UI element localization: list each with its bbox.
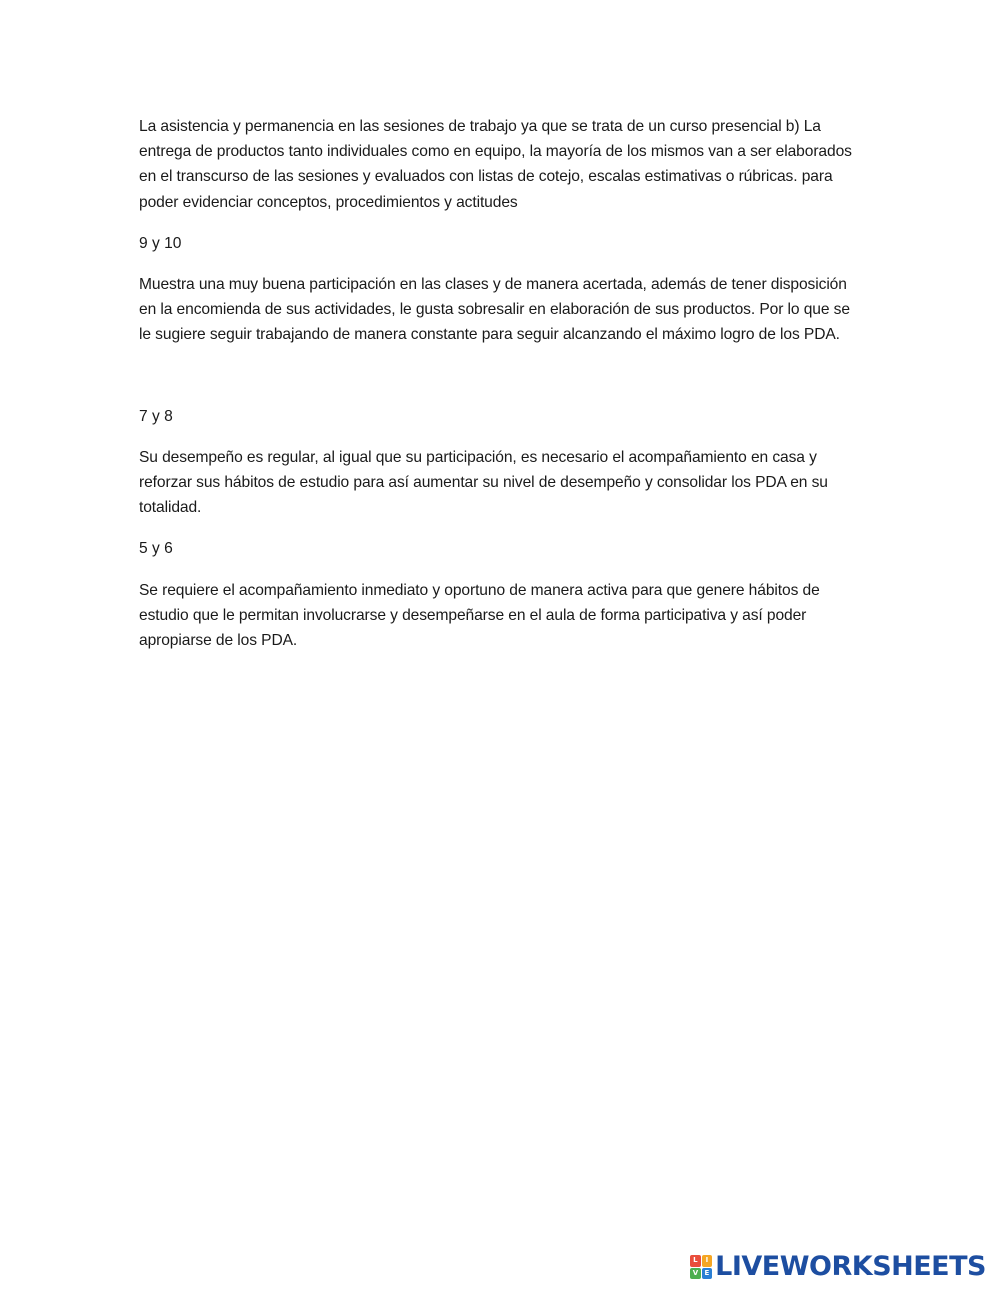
score-label-5-6: 5 y 6 (139, 540, 173, 558)
liveworksheets-logo-text: LIVEWORKSHEETS (715, 1251, 986, 1282)
score-label-7-8: 7 y 8 (139, 407, 173, 425)
intro-paragraph: La asistencia y permanencia en las sesiones de trabajo ya que se trata de un curso presencial b) La entrega de productos tanto individuales como en equipo, la mayoría de los mismos van a ser elaborados en el transcurso de las sesiones y evaluados con listas de cotejo, escalas estimativas o rúbricas. para poder evidenciar conceptos, procedimientos y actitudes (139, 118, 852, 211)
logo-tile-e: E (702, 1268, 713, 1280)
score-label-9-10: 9 y 10 (139, 234, 182, 252)
score-description-9-10: Muestra una muy buena participación en las clases y de manera acertada, además de tener disposición en la encomienda de sus actividades, le gusta sobresalir en elaboración de sus productos. Por lo que se le sugiere seguir trabajando de manera constante para seguir alcanzando el máximo logro de los PDA. (139, 276, 850, 344)
liveworksheets-logo[interactable] (690, 1252, 986, 1282)
score-description-7-8: Su desempeño es regular, al igual que su participación, es necesario el acompañamiento en casa y reforzar sus hábitos de estudio para así aumentar su nivel de desempeño y consolidar los PDA en su totalidad. (139, 448, 828, 517)
document-body (139, 114, 861, 653)
logo-tile-i: I (702, 1255, 713, 1267)
logo-tile-l: L (690, 1255, 701, 1267)
logo-tile-v: V (690, 1268, 701, 1280)
score-description-5-6: Se requiere el acompañamiento inmediato y oportuno de manera activa para que genere hábitos de estudio que le permitan involucrarse y desempeñarse en el aula de forma participativa y así poder apropiarse de los PDA. (139, 581, 820, 650)
liveworksheets-logo-icon (690, 1255, 712, 1279)
